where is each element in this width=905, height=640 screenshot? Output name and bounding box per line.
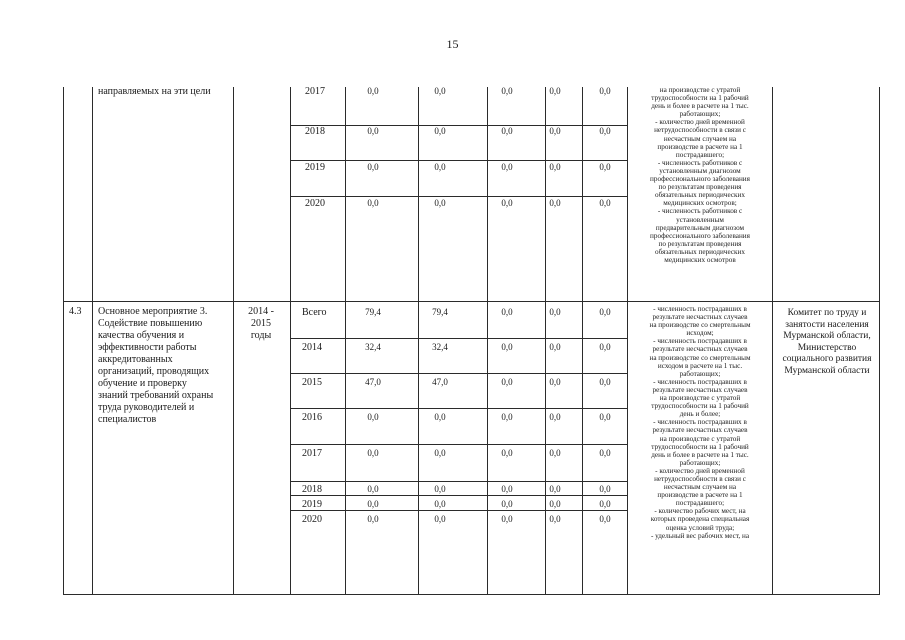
table-vertical-rule — [290, 87, 291, 595]
financing-value: 0,0 — [501, 484, 513, 494]
measure-name-line: организаций, проводящих — [98, 366, 210, 377]
financing-value: 0,0 — [549, 86, 561, 96]
responsible-line: социального развития — [782, 354, 872, 364]
financing-value: 0,0 — [549, 484, 561, 494]
financing-value: 0,0 — [501, 307, 513, 317]
financing-value: 0,0 — [434, 484, 446, 494]
indicator-line: профессионального заболевания — [650, 175, 750, 184]
measure-name-line: эффективности работы — [98, 342, 197, 353]
financing-value: 0,0 — [501, 162, 513, 172]
indicator-line: результате несчастных случаев — [652, 385, 748, 394]
financing-value: 0,0 — [501, 126, 513, 136]
financing-value: 32,4 — [432, 342, 448, 352]
year-row-rule — [290, 196, 627, 197]
financing-value: 47,0 — [365, 377, 381, 387]
measure-name — [98, 306, 213, 426]
indicator-line: по результатам проведения — [658, 239, 742, 248]
indicator-line: на производстве с утратой — [659, 394, 741, 403]
measure-name-line: знаний требований охраны — [98, 390, 214, 401]
year-label: 2018 — [305, 126, 325, 137]
financing-value: 0,0 — [599, 162, 611, 172]
year-label: 2018 — [302, 484, 322, 495]
indicator-line: результате несчастных случаев — [652, 345, 748, 354]
financing-value: 0,0 — [599, 412, 611, 422]
responsible-line: Мурманской области, — [783, 331, 871, 341]
financing-value: 0,0 — [599, 126, 611, 136]
indicator-line: день и более; — [679, 410, 721, 419]
financing-value: 0,0 — [501, 342, 513, 352]
measure-name-line: аккредитованных — [98, 354, 173, 365]
year-label: 2020 — [305, 198, 325, 209]
responsible-line: Министерство — [797, 342, 857, 353]
financing-value: 0,0 — [549, 342, 561, 352]
financing-value: 0,0 — [367, 126, 379, 136]
financing-value: 0,0 — [367, 198, 379, 208]
financing-value: 0,0 — [367, 514, 379, 524]
indicator-line: день и более в расчете на 1 тыс. — [651, 102, 749, 111]
financing-value: 47,0 — [432, 377, 448, 387]
financing-value: 0,0 — [434, 126, 446, 136]
year-label: 2015 — [302, 377, 322, 388]
section-number: 4.3 — [69, 306, 82, 317]
table-vertical-rule — [233, 87, 234, 595]
indicator-line: результате несчастных случаев — [652, 313, 748, 322]
indicator-line: - количество дней временной — [655, 466, 745, 475]
financing-value: 0,0 — [367, 412, 379, 422]
indicator-line: установленным — [676, 215, 724, 224]
financing-value: 0,0 — [549, 198, 561, 208]
period-line: 2014 - — [248, 306, 274, 317]
financing-value: 0,0 — [599, 86, 611, 96]
indicator-line: которых проведена специальная — [650, 515, 750, 524]
indicator-line: - численность работников с — [657, 207, 743, 216]
indicator-line: производстве в расчете на 1 — [657, 491, 743, 500]
measure-name-line: труда руководителей и — [98, 402, 195, 413]
year-row-rule — [290, 408, 627, 409]
indicator-line: работающих; — [679, 110, 721, 119]
financing-value: 0,0 — [599, 377, 611, 387]
table-vertical-rule — [879, 87, 880, 595]
year-row-rule — [290, 160, 627, 161]
financing-value: 0,0 — [549, 162, 561, 172]
implementation-period — [238, 306, 284, 342]
financing-value: 0,0 — [434, 162, 446, 172]
year-label: 2019 — [302, 499, 322, 510]
indicator-line: - численность пострадавших в — [653, 337, 747, 346]
financing-value: 0,0 — [549, 126, 561, 136]
indicator-line: результате несчастных случаев — [652, 426, 748, 435]
year-label: 2017 — [305, 86, 325, 97]
financing-value: 0,0 — [501, 514, 513, 524]
indicator-line: трудоспособности на 1 рабочий — [651, 402, 749, 411]
year-label: 2019 — [305, 162, 325, 173]
indicator-line: несчастным случаем на — [663, 134, 737, 143]
financing-value: 0,0 — [549, 514, 561, 524]
indicator-line: по результатам проведения — [658, 183, 742, 192]
indicator-line: пострадавшего; — [675, 499, 725, 508]
indicator-line: установленным диагнозом — [659, 166, 741, 175]
year-label: 2017 — [302, 448, 322, 459]
financing-value: 0,0 — [599, 448, 611, 458]
table-vertical-rule — [627, 87, 628, 595]
financing-value: 79,4 — [365, 307, 381, 317]
table-vertical-rule — [418, 87, 419, 595]
responsible-executor — [777, 308, 877, 377]
indicator-line: трудоспособности на 1 рабочий — [651, 94, 749, 103]
indicator-line: работающих; — [679, 369, 721, 378]
indicator-line: оценка условий труда; — [665, 523, 735, 532]
indicator-line: трудоспособности на 1 рабочий — [651, 442, 749, 451]
financing-value: 0,0 — [599, 342, 611, 352]
indicator-line: исходом в расчете на 1 тыс. — [657, 361, 743, 370]
financing-value: 0,0 — [599, 484, 611, 494]
indicator-line: на производстве с утратой — [659, 434, 741, 443]
target-indicators — [632, 86, 768, 264]
indicator-line: несчастным случаем на — [663, 483, 737, 492]
measure-name-line: специалистов — [98, 414, 157, 425]
financing-value: 0,0 — [434, 448, 446, 458]
financing-value: 0,0 — [367, 448, 379, 458]
indicator-line: обязательных периодических — [655, 191, 745, 200]
financing-value: 0,0 — [434, 499, 446, 509]
financing-value: 0,0 — [549, 377, 561, 387]
indicator-line: на производстве со смертельным — [649, 353, 751, 362]
indicator-line: - численность работников с — [657, 158, 743, 167]
table-vertical-rule — [345, 87, 346, 595]
financing-value: 0,0 — [501, 377, 513, 387]
measure-continuation-text: направляемых на эти цели — [98, 86, 211, 97]
financing-value: 32,4 — [365, 342, 381, 352]
indicator-line: - удельный вес рабочих мест, на — [650, 531, 750, 540]
financing-value: 0,0 — [501, 86, 513, 96]
financing-value: 0,0 — [434, 514, 446, 524]
financing-value: 0,0 — [367, 162, 379, 172]
financing-value: 0,0 — [501, 198, 513, 208]
indicator-line: нетрудоспособности в связи с — [654, 474, 746, 483]
year-label: Всего — [302, 307, 327, 318]
financing-value: 0,0 — [434, 412, 446, 422]
year-row-rule — [290, 495, 627, 496]
section-divider-rule — [63, 301, 879, 302]
measure-name-line: Основное мероприятие 3. — [98, 306, 208, 317]
responsible-line: занятости населения — [785, 319, 869, 330]
responsible-line: Комитет по труду и — [787, 308, 867, 318]
financing-value: 0,0 — [501, 499, 513, 509]
financing-value: 0,0 — [501, 412, 513, 422]
year-row-rule — [290, 373, 627, 374]
financing-value: 0,0 — [549, 448, 561, 458]
measure-name-line: Содействие повышению — [98, 318, 203, 329]
indicator-line: - количество дней временной — [655, 118, 745, 127]
indicator-line: обязательных периодических — [655, 247, 745, 256]
financing-value: 0,0 — [549, 307, 561, 317]
period-line: годы — [250, 330, 272, 341]
indicator-line: медицинских осмотров — [664, 255, 736, 264]
indicator-line: - численность пострадавших в — [653, 377, 747, 386]
table-vertical-rule — [582, 87, 583, 595]
financing-value: 0,0 — [549, 499, 561, 509]
indicator-line: медицинских осмотров; — [663, 199, 737, 208]
indicator-line: пострадавшего; — [675, 150, 725, 159]
financing-value: 0,0 — [599, 499, 611, 509]
page-number: 15 — [446, 37, 459, 51]
financing-value: 0,0 — [599, 198, 611, 208]
year-label: 2016 — [302, 412, 322, 423]
year-row-rule — [290, 510, 627, 511]
table-vertical-rule — [772, 87, 773, 595]
financing-value: 0,0 — [434, 86, 446, 96]
target-indicators — [632, 305, 768, 594]
indicator-line: - численность пострадавших в — [653, 305, 747, 313]
indicator-line: - численность пострадавших в — [653, 418, 747, 427]
financing-value: 79,4 — [432, 307, 448, 317]
financing-value: 0,0 — [599, 307, 611, 317]
measure-name-line: обучение и проверку — [98, 378, 187, 389]
table-bottom-rule — [63, 594, 879, 595]
responsible-line: Мурманской области — [784, 365, 870, 376]
financing-value: 0,0 — [367, 86, 379, 96]
period-line: 2015 — [251, 318, 271, 329]
year-row-rule — [290, 481, 627, 482]
indicator-line: день и более в расчете на 1 тыс. — [651, 450, 749, 459]
table-vertical-rule — [63, 87, 64, 595]
year-row-rule — [290, 338, 627, 339]
financing-value: 0,0 — [599, 514, 611, 524]
financing-value: 0,0 — [367, 484, 379, 494]
indicator-line: нетрудоспособности в связи с — [654, 126, 746, 135]
financing-value: 0,0 — [367, 499, 379, 509]
indicator-line: на производстве со смертельным — [649, 321, 751, 330]
table-vertical-rule — [92, 87, 93, 595]
indicator-line: - количество рабочих мест, на — [654, 507, 746, 516]
indicator-line: работающих; — [679, 458, 721, 467]
financing-value: 0,0 — [434, 198, 446, 208]
financing-value: 0,0 — [501, 448, 513, 458]
indicator-line: предварительным диагнозом — [655, 223, 745, 232]
indicator-line: профессионального заболевания — [650, 231, 750, 240]
year-label: 2020 — [302, 514, 322, 525]
year-label: 2014 — [302, 342, 322, 353]
indicator-line: на производстве с утратой — [659, 86, 741, 94]
indicator-line: производстве в расчете на 1 — [657, 142, 743, 151]
indicator-line: исходом; — [686, 329, 714, 338]
measure-name-line: качества обучения и — [98, 330, 185, 341]
year-row-rule — [290, 444, 627, 445]
financing-value: 0,0 — [549, 412, 561, 422]
